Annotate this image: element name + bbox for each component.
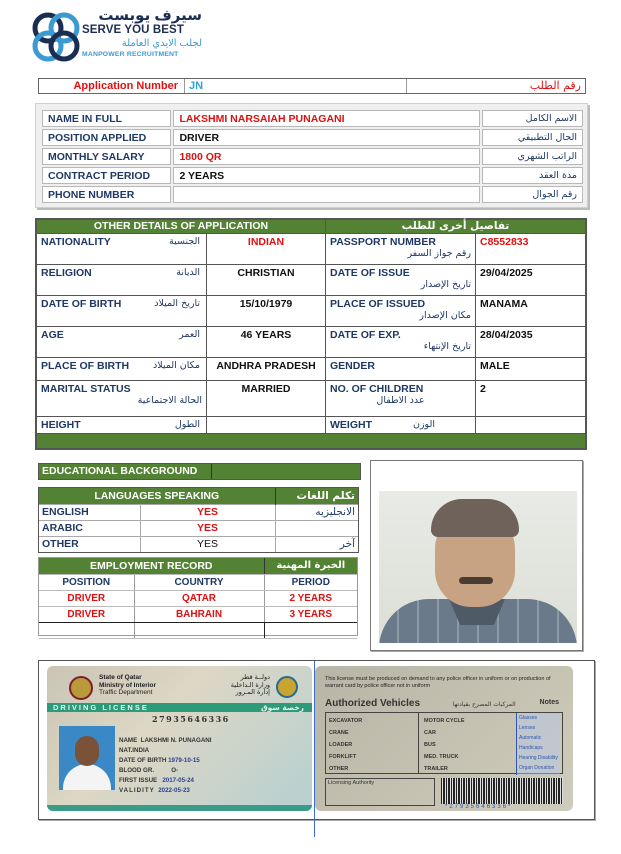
language-value: YES xyxy=(140,536,275,552)
date-of-issue-value: 29/04/2025 xyxy=(476,265,586,296)
knot-logo-icon xyxy=(30,8,84,68)
employment-header-ar: الخبرة المهنية xyxy=(264,558,357,574)
column-headers xyxy=(39,574,357,590)
authorized-vehicles-title-ar: المركبات المصرح بقيادتها xyxy=(452,701,516,708)
license-first-issue: 2017-05-24 xyxy=(162,777,194,784)
note-item: Lenses xyxy=(519,725,536,731)
column-header-position: POSITION xyxy=(39,574,134,590)
table-row xyxy=(42,129,583,146)
place-of-issue-value: MANAMA xyxy=(476,296,586,327)
license-notice: This license must be produced on demand to any police officer in uniform or on production of warrant card by police officer not in uniform xyxy=(325,676,551,689)
note-item: Organ Donation xyxy=(519,765,555,771)
license-name: LAKSHMI N. PUNAGANI xyxy=(140,737,212,744)
notes-label: Notes xyxy=(539,699,559,706)
age-value: 46 YEARS xyxy=(207,327,326,358)
personal-info-table xyxy=(35,103,588,208)
application-number-row xyxy=(38,78,586,94)
languages-header: LANGUAGES SPEAKING xyxy=(39,488,275,504)
language-value: YES xyxy=(140,504,275,520)
field-label: NATIONALITY xyxy=(41,236,111,248)
field-label: RELIGION xyxy=(41,267,92,279)
vehicle-grid xyxy=(325,712,563,774)
logo-english-name: SERVE YOU BEST xyxy=(82,24,184,36)
employment-table xyxy=(38,557,358,636)
table-row xyxy=(39,536,358,552)
vehicle-type: MED. TRUCK xyxy=(424,754,459,760)
field-label-ar: تاريخ الإنتهاء xyxy=(423,341,471,352)
table-row xyxy=(37,417,586,434)
field-label-ar: الحال التطبيقي xyxy=(482,129,583,146)
date-of-birth-value: 15/10/1979 xyxy=(207,296,326,327)
employment-period: 2 YEARS xyxy=(264,590,357,606)
license-state-ar: دولــة قطر xyxy=(240,673,270,681)
license-photo xyxy=(59,726,115,790)
note-item: Handicaps xyxy=(519,745,543,751)
applicant-photo xyxy=(379,491,577,643)
language-name-ar: آخر xyxy=(275,536,358,552)
license-dob-label: DATE OF BIRTH xyxy=(119,757,167,764)
language-name: OTHER xyxy=(39,536,140,552)
passport-number-value: C8552833 xyxy=(476,234,586,265)
children-count-value: 2 xyxy=(476,381,586,417)
field-label-ar: الوزن xyxy=(412,419,435,430)
table-row xyxy=(37,296,586,327)
height-value xyxy=(207,417,326,434)
gender-value: MALE xyxy=(476,358,586,381)
note-item: Hearing Disability xyxy=(519,755,558,761)
other-details-header-ar: تفاصيل أخرى للطلب xyxy=(326,220,586,234)
field-label: GENDER xyxy=(330,360,375,372)
field-label-ar: الجنسية xyxy=(169,236,200,247)
field-label-ar: مكان الإصدار xyxy=(419,310,471,321)
license-band xyxy=(47,703,312,712)
license-ministry: Ministry of Interior xyxy=(99,681,157,689)
note-item: Glasses xyxy=(519,715,538,721)
application-number-label: Application Number xyxy=(39,79,185,93)
license-title: DRIVING LICENSE xyxy=(53,703,149,712)
license-state: State of Qatar xyxy=(99,674,142,681)
logo-arabic-tagline: لجلب الايدي العاملة xyxy=(121,38,202,49)
table-row xyxy=(39,520,358,536)
vehicle-type: LOADER xyxy=(329,742,353,748)
table-row xyxy=(42,148,583,165)
languages-header-ar: تكلم اللغات xyxy=(275,488,358,504)
license-first-issue-label: FIRST ISSUE xyxy=(119,777,158,784)
employment-country: QATAR xyxy=(134,590,264,606)
table-row xyxy=(42,167,583,184)
field-label: PHONE NUMBER xyxy=(42,186,171,203)
notes-column xyxy=(516,713,560,775)
qatar-emblem-icon xyxy=(69,676,93,700)
license-nat-label: NAT. xyxy=(119,747,133,754)
logo-english-tagline: MANPOWER RECRUITMENT xyxy=(82,51,179,58)
section-footer-bar xyxy=(37,434,586,449)
language-name-ar: الانجليزيه xyxy=(275,504,358,520)
license-title-ar: رخصة سوق xyxy=(260,703,304,712)
section-header xyxy=(39,488,358,504)
field-label-ar: رقم الجوال xyxy=(482,186,583,203)
employment-position: DRIVER xyxy=(39,590,134,606)
vehicle-type: MOTOR CYCLE xyxy=(424,718,465,724)
employment-period: 3 YEARS xyxy=(264,606,357,622)
vehicle-type: TRAILER xyxy=(424,766,448,772)
vehicle-type: FORKLIFT xyxy=(329,754,357,760)
table-row xyxy=(42,110,583,127)
field-label: AGE xyxy=(41,329,64,341)
driving-license-front xyxy=(47,666,312,811)
field-label-ar: العمر xyxy=(179,329,200,340)
table-row xyxy=(39,504,358,520)
field-label: DATE OF BIRTH xyxy=(41,298,122,310)
employment-country: BAHRAIN xyxy=(134,606,264,622)
license-department-ar: إدارة المـرور xyxy=(235,688,270,696)
table-row xyxy=(39,606,357,622)
license-id-number: 27935646336 xyxy=(152,714,230,724)
table-row xyxy=(37,327,586,358)
license-ministry-ar: وزارة الـداخلية xyxy=(230,680,270,689)
salary-value: 1800 QR xyxy=(173,148,479,165)
license-fields xyxy=(119,736,211,796)
field-label-ar: تاريخ الإصدار xyxy=(420,279,471,290)
language-name-ar xyxy=(275,520,358,536)
phone-number-value xyxy=(173,186,479,203)
languages-table xyxy=(38,487,359,553)
field-label: MONTHLY SALARY xyxy=(42,148,171,165)
field-label: CONTRACT PERIOD xyxy=(42,167,171,184)
gcc-emblem-icon xyxy=(276,676,298,698)
authorized-vehicles-title: Authorized Vehicles xyxy=(325,698,421,709)
field-label: PLACE OF BIRTH xyxy=(41,360,130,372)
full-name-value: LAKSHMI NARSAIAH PUNAGANI xyxy=(173,110,479,127)
language-name: ARABIC xyxy=(39,520,140,536)
education-header-label: EDUCATIONAL BACKGROUND xyxy=(39,464,212,479)
field-label: WEIGHT xyxy=(330,419,372,431)
field-label: HEIGHT xyxy=(41,419,81,431)
religion-value: CHRISTIAN xyxy=(207,265,326,296)
section-header xyxy=(37,220,586,234)
language-value: YES xyxy=(140,520,275,536)
section-header xyxy=(39,558,357,574)
field-label: PASSPORT NUMBER xyxy=(330,236,436,248)
table-row xyxy=(42,186,583,203)
field-label-ar: الطول xyxy=(174,419,200,430)
license-name-label: NAME xyxy=(119,737,138,744)
weight-value xyxy=(476,417,586,434)
licensing-authority-box xyxy=(325,778,435,806)
table-row-empty xyxy=(39,622,357,638)
license-blood-label: BLOOD GR. xyxy=(119,767,155,774)
field-label: DATE OF EXP. xyxy=(330,329,401,341)
vehicle-type: CAR xyxy=(424,730,436,736)
other-details-header: OTHER DETAILS OF APPLICATION xyxy=(37,220,326,234)
place-of-birth-value: ANDHRA PRADESH xyxy=(207,358,326,381)
field-label-ar: رقم جواز السفر xyxy=(407,248,471,259)
employment-header: EMPLOYMENT RECORD xyxy=(39,558,264,574)
vehicle-type: BUS xyxy=(424,742,436,748)
table-row xyxy=(39,590,357,606)
field-label-ar: تاريخ الميلاد xyxy=(154,298,200,309)
license-nat: INDIA xyxy=(132,747,150,754)
nationality-value: INDIAN xyxy=(207,234,326,265)
column-header-period: PERIOD xyxy=(264,574,357,590)
marital-status-value: MARRIED xyxy=(207,381,326,417)
logo-arabic-name: سيرف يوبست xyxy=(98,7,202,24)
field-label: POSITION APPLIED xyxy=(42,129,171,146)
date-of-expiry-value: 28/04/2035 xyxy=(476,327,586,358)
driving-license-back xyxy=(315,666,573,811)
table-row xyxy=(37,234,586,265)
note-item: Automatic xyxy=(519,735,542,741)
education-header xyxy=(38,463,361,480)
field-label-ar: عدد الاطفال xyxy=(376,395,425,406)
field-label-ar: مدة العقد xyxy=(482,167,583,184)
field-label-ar: مكان الميلاد xyxy=(152,360,200,371)
license-validity-label: VALIDITY xyxy=(119,787,155,794)
field-label: NO. OF CHILDREN xyxy=(330,383,424,395)
barcode-number: *27935646336* xyxy=(445,804,513,810)
field-label: MARITAL STATUS xyxy=(41,383,131,395)
company-logo xyxy=(30,7,202,70)
field-label: NAME IN FULL xyxy=(42,110,171,127)
field-label-ar: الديانة xyxy=(176,267,200,278)
table-row xyxy=(37,381,586,417)
vehicle-type: OTHER xyxy=(329,766,349,772)
barcode-icon xyxy=(441,778,563,804)
column-header-country: COUNTRY xyxy=(134,574,264,590)
vehicle-type: CRANE xyxy=(329,730,349,736)
application-number-value: JN xyxy=(185,79,407,93)
field-label-ar: الاسم الكامل xyxy=(482,110,583,127)
vehicle-type: EXCAVATOR xyxy=(329,718,363,724)
field-label-ar: الحالة الاجتماعية xyxy=(137,395,202,406)
applicant-photo-frame xyxy=(370,460,583,651)
table-row xyxy=(37,265,586,296)
contract-period-value: 2 YEARS xyxy=(173,167,479,184)
employment-position: DRIVER xyxy=(39,606,134,622)
licensing-authority-label: Licensing Authority xyxy=(328,780,375,786)
license-dob: 1979-10-15 xyxy=(168,757,200,764)
license-validity: 2022-05-23 xyxy=(158,787,190,794)
position-value: DRIVER xyxy=(173,129,479,146)
application-number-label-ar: رقم الطلب xyxy=(529,79,581,92)
driving-license-images xyxy=(38,660,595,820)
table-row xyxy=(37,358,586,381)
license-blood: O- xyxy=(171,767,179,774)
field-label: DATE OF ISSUE xyxy=(330,267,410,279)
field-label-ar: الراتب الشهري xyxy=(482,148,583,165)
other-details-table xyxy=(35,218,587,450)
field-label: PLACE OF ISSUED xyxy=(330,298,426,310)
license-department: Traffic Department xyxy=(99,689,153,696)
language-name: ENGLISH xyxy=(39,504,140,520)
